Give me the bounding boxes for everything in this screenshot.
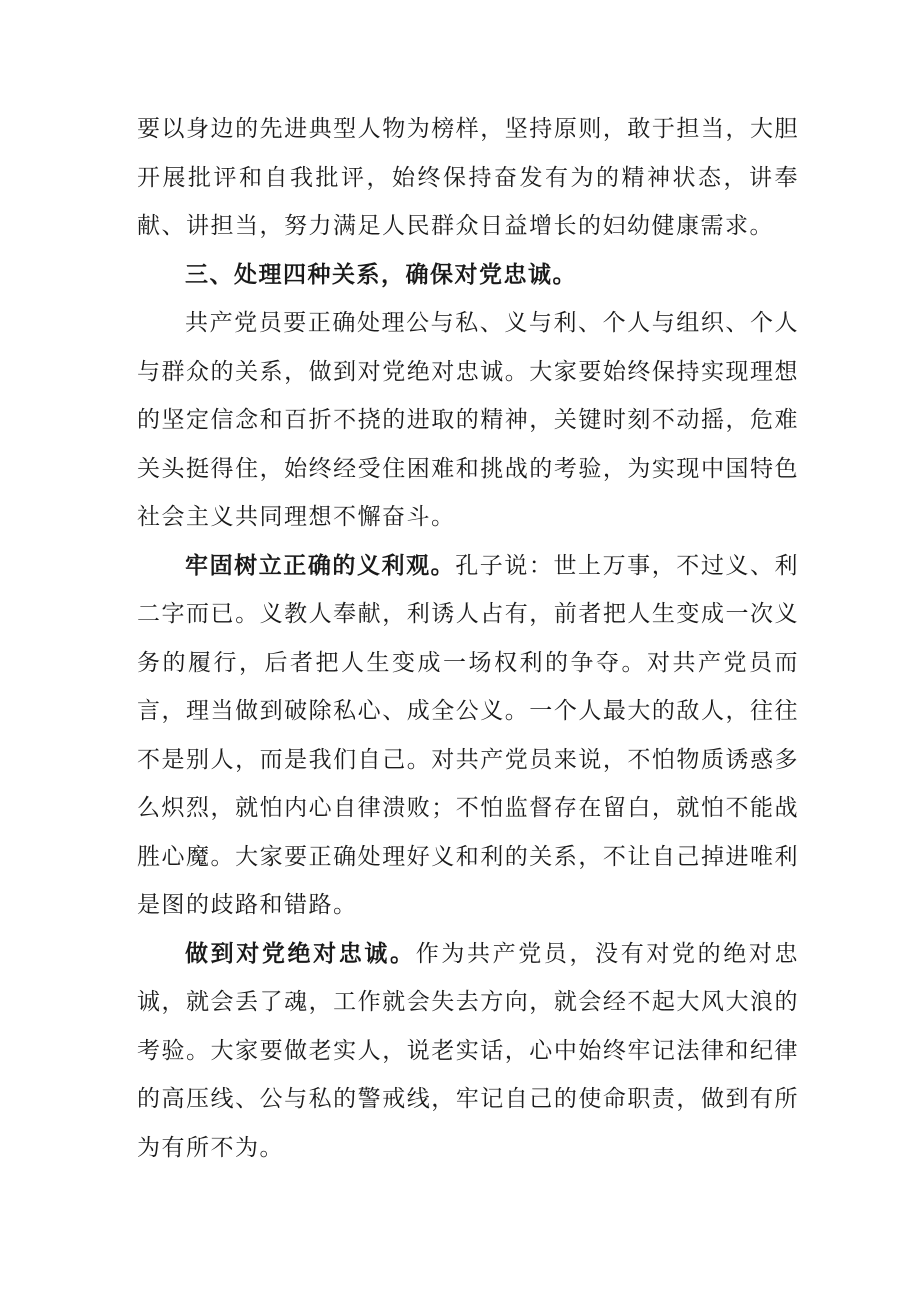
paragraph-lead-bold: 牢固树立正确的义利观。 xyxy=(185,551,456,579)
paragraph-absolute-loyalty xyxy=(137,930,799,1173)
paragraph-text: 作为共产党员，没有对党的绝对忠诚，就会丢了魂，工作就会失去方向，就会经不起大风大浪的考验。大家要做老实人，说老实话，心中始终牢记法律和纪律的高压线、公与私的警戒线，牢记自己的使命职责，做到有所为有所不为。 xyxy=(137,940,800,1161)
document-body xyxy=(137,105,799,1172)
paragraph-continuation xyxy=(137,105,799,251)
paragraph-text: 孔子说：世上万事，不过义、利二字而已。义教人奉献，利诱人占有，前者把人生变成一次义务的履行，后者把人生变成一场权利的争夺。对共产党员而言，理当做到破除私心、成全公义。一个人最大的敌人，往往不是别人，而是我们自己。对共产党员来说，不怕物质诱惑多么炽烈，就怕内心自律溃败；不怕监督存在留白，就怕不能战胜心魔。大家要正确处理好义和利的关系，不让自己掉进唯利是图的歧路和错路。 xyxy=(137,552,799,918)
paragraph-text: 要以身边的先进典型人物为榜样，坚持原则，敢于担当，大胆开展批评和自我批评，始终保持奋发有为的精神状态，讲奉献、讲担当，努力满足人民群众日益增长的妇幼健康需求。 xyxy=(137,116,799,239)
paragraph-righteousness-profit xyxy=(137,542,799,930)
paragraph-lead-bold: 做到对党绝对忠诚。 xyxy=(185,939,416,967)
section-heading-3 xyxy=(137,251,799,300)
paragraph-four-relations xyxy=(137,299,799,542)
section-heading-text: 三、处理四种关系，确保对党忠诚。 xyxy=(185,260,577,288)
paragraph-text: 共产党员要正确处理公与私、义与利、个人与组织、个人与群众的关系，做到对党绝对忠诚。大家要始终保持实现理想的坚定信念和百折不挠的进取的精神，关键时刻不动摇，危难关头挺得住，始终经受住困难和挑战的考验，为实现中国特色社会主义共同理想不懈奋斗。 xyxy=(137,310,799,530)
